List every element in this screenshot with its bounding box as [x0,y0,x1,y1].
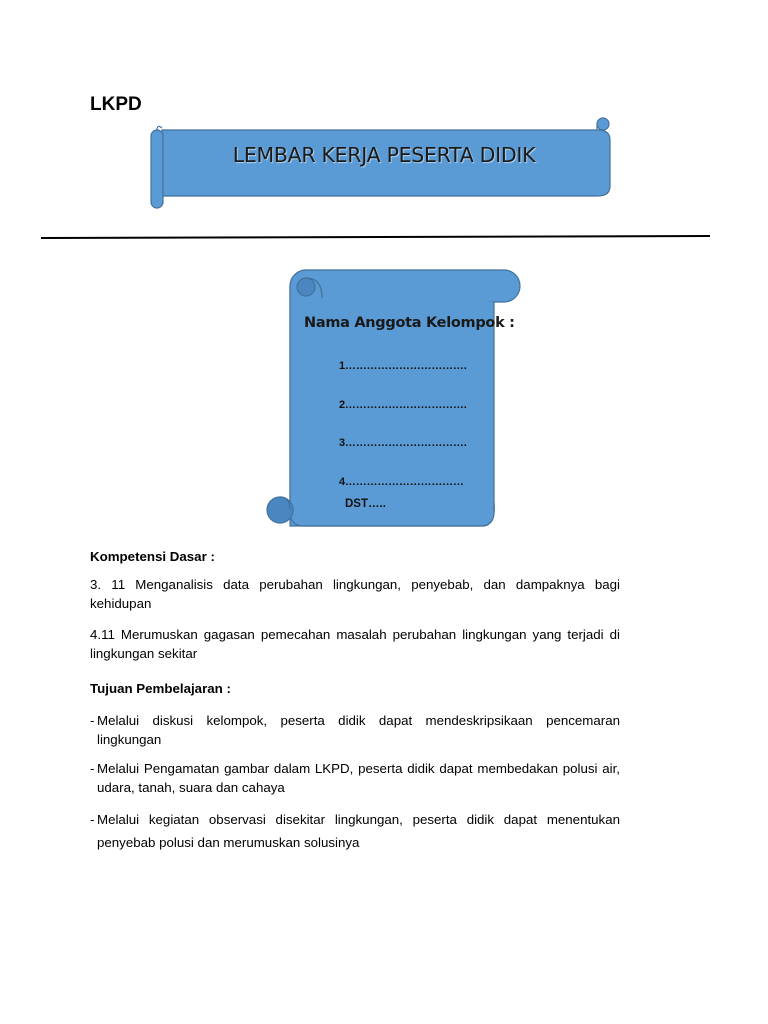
bullet-dash: - [90,761,95,776]
document-heading: LKPD [90,94,142,115]
members-etc: DST….. [345,498,386,510]
tujuan-item-text: Melalui diskusi kelompok, peserta didik dapat mendeskripsikaan pencemaran lingkungan [97,713,620,747]
horizontal-rule [40,232,712,242]
member-line: 4…………………………… [339,476,464,488]
kompetensi-dasar-item: 3. 11 Menganalisis data perubahan lingkungan, penyebab, dan dampaknya bagi kehidupan [90,577,620,611]
kompetensi-dasar-item: 4.11 Merumuskan gagasan pemecahan masalah perubahan lingkungan yang terjadi di lingkungan sekitar [90,627,620,661]
tujuan-pembelajaran-heading: Tujuan Pembelajaran : [90,681,231,696]
members-title: Nama Anggota Kelompok : [304,315,515,331]
member-line: 3……………………………. [339,437,467,449]
bullet-dash: - [90,812,95,827]
tujuan-list-item [90,808,620,854]
tujuan-list-item [90,760,620,797]
member-line: 1……………………………. [339,360,467,372]
tujuan-list-item [90,712,620,749]
member-line: 2……………………………. [339,399,467,411]
tujuan-item-text: Melalui kegiatan observasi disekitar lingkungan, peserta didik dapat menentukan penyebab polusi dan merumuskan solusinya [97,812,620,850]
tujuan-item-text: Melalui Pengamatan gambar dalam LKPD, peserta didik dapat membedakan polusi air, udara, tanah, suara dan cahaya [97,761,620,795]
bullet-dash: - [90,713,95,728]
kompetensi-dasar-heading: Kompetensi Dasar : [90,549,215,564]
banner-title: LEMBAR KERJA PESERTA DIDIK [232,143,536,167]
